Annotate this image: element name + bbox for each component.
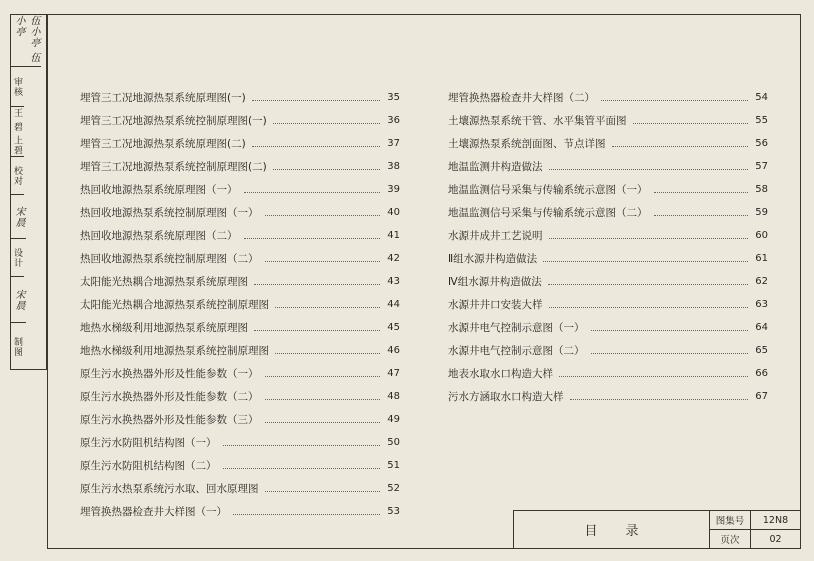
toc-entry-page: 64 — [755, 322, 768, 333]
toc-entry — [448, 339, 768, 362]
toc-entry-title: 太阳能光热耦合地源热泵系统控制原理图 — [80, 299, 269, 311]
toc-entry-page: 61 — [755, 253, 768, 264]
toc-entry-page: 52 — [387, 483, 400, 494]
toc-entry — [80, 339, 400, 362]
toc-entry — [80, 477, 400, 500]
toc-entry-title: 原生污水换热器外形及性能参数（三） — [80, 414, 259, 426]
toc-entry — [448, 132, 768, 155]
toc-entry-title: 热回收地源热泵系统原理图（一） — [80, 184, 238, 196]
toc-leader-dots — [559, 376, 748, 377]
toc-entry-title: 土壤源热泵系统干管、水平集管平面图 — [448, 115, 627, 127]
toc-entry-page: 54 — [755, 92, 768, 103]
toc-entry — [80, 385, 400, 408]
toc-entry-page: 53 — [387, 506, 400, 517]
title-block — [513, 510, 801, 549]
toc-entry-page: 65 — [755, 345, 768, 356]
toc-entry — [80, 109, 400, 132]
toc-entry — [448, 316, 768, 339]
toc-entry-title: 埋管换热器检查井大样图（一） — [80, 506, 227, 518]
toc-entry-page: 63 — [755, 299, 768, 310]
toc-entry — [80, 293, 400, 316]
toc-entry — [80, 132, 400, 155]
toc-entry-page: 44 — [387, 299, 400, 310]
toc-entry-page: 57 — [755, 161, 768, 172]
toc-entry-page: 62 — [755, 276, 768, 287]
toc-leader-dots — [265, 491, 381, 492]
toc-entry-title: 原生污水防阻机结构图（二） — [80, 460, 217, 472]
toc-leader-dots — [223, 468, 381, 469]
toc-entry-title: 埋管三工况地源热泵系统控制原理图(一) — [80, 115, 267, 127]
toc-entry-page: 60 — [755, 230, 768, 241]
toc-leader-dots — [252, 146, 380, 147]
signature-label: 审核 — [12, 76, 22, 97]
signature-label: 制图 — [12, 337, 22, 357]
toc-entry-page: 43 — [387, 276, 400, 287]
toc-entry-title: 地温监测信号采集与传输系统示意图（二） — [448, 207, 648, 219]
toc-entry-page: 47 — [387, 368, 400, 379]
signature-cell — [11, 157, 24, 195]
toc-entry-page: 36 — [387, 115, 400, 126]
toc-entry-page: 48 — [387, 391, 400, 402]
toc-leader-dots — [549, 238, 749, 239]
toc-entry-page: 66 — [755, 368, 768, 379]
toc-entry-title: 埋管三工况地源热泵系统原理图(一) — [80, 92, 246, 104]
toc-entry-page: 38 — [387, 161, 400, 172]
toc-entry — [448, 155, 768, 178]
toc-entry — [80, 500, 400, 523]
toc-entry-page: 55 — [755, 115, 768, 126]
toc-leader-dots — [265, 261, 381, 262]
toc-entry-title: 热回收地源热泵系统原理图（二） — [80, 230, 238, 242]
toc-entry-title: 原生污水热泵系统污水取、回水原理图 — [80, 483, 259, 495]
toc-entry-title: 土壤源热泵系统剖面图、节点详图 — [448, 138, 606, 150]
toc-leader-dots — [654, 215, 749, 216]
toc-entry — [80, 362, 400, 385]
toc-leader-dots — [543, 261, 748, 262]
toc-leader-dots — [223, 445, 381, 446]
toc-entry — [80, 155, 400, 178]
toc-entry-title: 水源井电气控制示意图（二） — [448, 345, 585, 357]
page-label: 页次 — [710, 530, 751, 548]
page-row — [710, 530, 800, 548]
toc-entry — [80, 408, 400, 431]
toc-entry — [80, 86, 400, 109]
toc-entry-title: 地表水取水口构造大样 — [448, 368, 553, 380]
toc-leader-dots — [265, 376, 381, 377]
toc-entry — [448, 247, 768, 270]
toc-entry-title: 水源井电气控制示意图（一） — [448, 322, 585, 334]
toc-leader-dots — [591, 330, 749, 331]
toc-entry-page: 49 — [387, 414, 400, 425]
title-block-title: 目录 — [514, 511, 710, 548]
toc-entry-page: 45 — [387, 322, 400, 333]
signature-cell — [11, 323, 24, 371]
toc-leader-dots — [252, 100, 380, 101]
toc-entry-title: 地热水梯级利用地源热泵系统控制原理图 — [80, 345, 269, 357]
toc-entry — [448, 270, 768, 293]
toc-entry-page: 46 — [387, 345, 400, 356]
toc-entry-title: 地温监测信号采集与传输系统示意图（一） — [448, 184, 648, 196]
toc-entry — [80, 178, 400, 201]
toc-entry-page: 58 — [755, 184, 768, 195]
toc-entry-title: 埋管换热器检查井大样图（二） — [448, 92, 595, 104]
toc-entry-page: 40 — [387, 207, 400, 218]
toc-leader-dots — [591, 353, 749, 354]
signature-cell — [11, 239, 24, 277]
toc-leader-dots — [265, 422, 381, 423]
toc-entry — [448, 86, 768, 109]
signature-cell — [11, 277, 26, 323]
toc-entry — [80, 316, 400, 339]
toc-entry-title: 热回收地源热泵系统控制原理图（一） — [80, 207, 259, 219]
toc-entry-title: 太阳能光热耦合地源热泵系统原理图 — [80, 276, 248, 288]
toc-entry-page: 42 — [387, 253, 400, 264]
toc-entry — [80, 247, 400, 270]
toc-leader-dots — [654, 192, 749, 193]
toc-entry — [80, 201, 400, 224]
toc-leader-dots — [549, 169, 749, 170]
toc-entry-page: 59 — [755, 207, 768, 218]
toc-leader-dots — [612, 146, 749, 147]
toc-leader-dots — [273, 169, 380, 170]
toc-leader-dots — [233, 514, 380, 515]
toc-right-column — [448, 86, 768, 408]
toc-entry-title: 污水方涵取水口构造大样 — [448, 391, 564, 403]
toc-leader-dots — [254, 330, 380, 331]
toc-entry-page: 56 — [755, 138, 768, 149]
toc-entry-title: Ⅱ组水源井构造做法 — [448, 253, 538, 265]
toc-entry — [448, 109, 768, 132]
toc-entry — [80, 454, 400, 477]
toc-entry-page: 41 — [387, 230, 400, 241]
toc-entry-page: 39 — [387, 184, 400, 195]
toc-entry — [448, 362, 768, 385]
toc-entry-title: 水源井井口安装大样 — [448, 299, 543, 311]
toc-leader-dots — [601, 100, 748, 101]
toc-leader-dots — [570, 399, 749, 400]
atlas-value: 12N8 — [762, 514, 789, 526]
toc-leader-dots — [273, 123, 380, 124]
signature-column — [10, 14, 47, 370]
toc-entry-title: 埋管三工况地源热泵系统控制原理图(二) — [80, 161, 267, 173]
toc-leader-dots — [254, 284, 380, 285]
toc-entry — [448, 201, 768, 224]
toc-entry-title: 原生污水防阻机结构图（一） — [80, 437, 217, 449]
toc-entry-page: 50 — [387, 437, 400, 448]
toc-entry-title: 水源井成井工艺说明 — [448, 230, 543, 242]
toc-leader-dots — [265, 215, 381, 216]
toc-leader-dots — [549, 307, 749, 308]
signature-cell — [11, 67, 24, 107]
toc-leader-dots — [265, 399, 381, 400]
signature-cell — [11, 15, 41, 67]
toc-entry-page: 37 — [387, 138, 400, 149]
signature-label: 王 碧 上碧 — [12, 107, 22, 156]
atlas-row — [710, 511, 800, 530]
toc-entry — [448, 178, 768, 201]
toc-leader-dots — [275, 353, 380, 354]
atlas-label: 图集号 — [710, 511, 751, 529]
signature-label: 设计 — [12, 247, 22, 268]
toc-entry-page: 35 — [387, 92, 400, 103]
title-block-info — [710, 511, 800, 548]
signature-cell — [11, 107, 24, 157]
toc-entry — [448, 385, 768, 408]
toc-entry-title: 原生污水换热器外形及性能参数（二） — [80, 391, 259, 403]
signature-text: 宋晨 — [13, 205, 24, 228]
toc-leader-dots — [548, 284, 748, 285]
toc-entry-title: 埋管三工况地源热泵系统原理图(二) — [80, 138, 246, 150]
signature-text: 宋晨 — [13, 288, 24, 311]
toc-leader-dots — [275, 307, 380, 308]
toc-entry-title: 原生污水换热器外形及性能参数（一） — [80, 368, 259, 380]
toc-entry — [448, 293, 768, 316]
toc-entry — [80, 431, 400, 454]
signature-cell — [11, 195, 26, 239]
toc-leader-dots — [633, 123, 749, 124]
toc-entry-page: 67 — [755, 391, 768, 402]
toc-entry-title: 地温监测井构造做法 — [448, 161, 543, 173]
toc-leader-dots — [244, 192, 381, 193]
toc-entry-title: Ⅳ组水源井构造做法 — [448, 276, 542, 288]
toc-entry — [80, 224, 400, 247]
toc-entry-page: 51 — [387, 460, 400, 471]
signature-text: 伍小亭 伍小亭 — [13, 15, 39, 64]
toc-entry — [80, 270, 400, 293]
toc-entry-title: 热回收地源热泵系统控制原理图（二） — [80, 253, 259, 265]
page-value: 02 — [769, 533, 782, 545]
toc-entry-title: 地热水梯级利用地源热泵系统原理图 — [80, 322, 248, 334]
toc-leader-dots — [244, 238, 381, 239]
toc-left-column — [80, 86, 400, 523]
toc-entry — [448, 224, 768, 247]
signature-label: 校对 — [12, 165, 22, 186]
